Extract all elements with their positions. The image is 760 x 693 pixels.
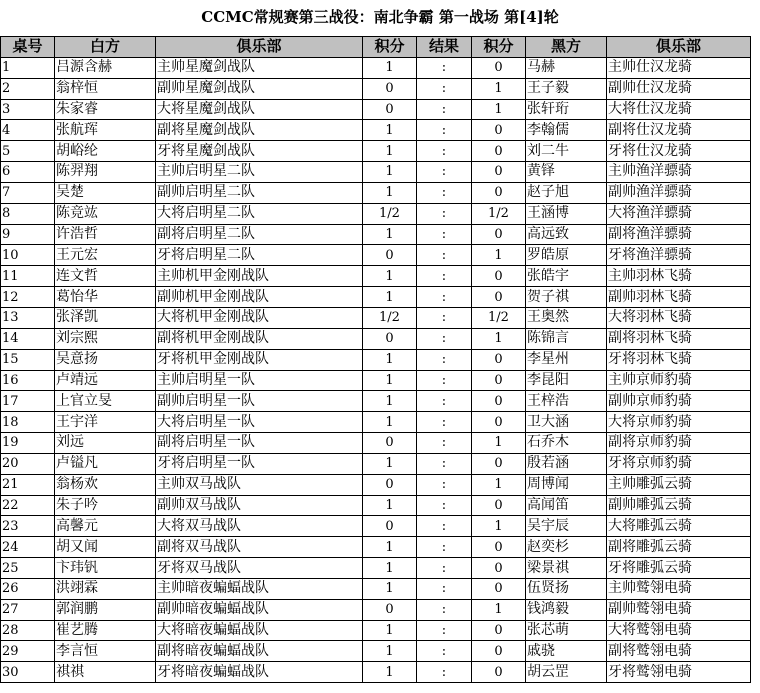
white-points: 1 [363, 495, 417, 516]
result-separator: : [417, 578, 472, 599]
black-player: 卫大涵 [526, 412, 607, 433]
white-player: 张航珲 [55, 120, 156, 141]
black-player: 周博闻 [526, 474, 607, 495]
board-number: 9 [1, 224, 55, 245]
board-number: 14 [1, 328, 55, 349]
black-club: 主帅鹫翎电骑 [607, 578, 751, 599]
white-points: 1 [363, 412, 417, 433]
table-row [1, 182, 751, 203]
table-row [1, 203, 751, 224]
table-row [1, 370, 751, 391]
black-club: 副帅鹫翎电骑 [607, 599, 751, 620]
table-row [1, 120, 751, 141]
white-club: 牙将启明星二队 [156, 245, 363, 266]
board-number: 21 [1, 474, 55, 495]
board-number: 27 [1, 599, 55, 620]
table-row [1, 641, 751, 662]
white-club: 副将双马战队 [156, 537, 363, 558]
white-club: 副帅双马战队 [156, 495, 363, 516]
white-points: 0 [363, 328, 417, 349]
header-black-points: 积分 [472, 37, 526, 58]
black-points: 0 [472, 224, 526, 245]
result-separator: : [417, 349, 472, 370]
board-number: 1 [1, 57, 55, 78]
table-row [1, 412, 751, 433]
white-points: 0 [363, 474, 417, 495]
black-player: 石乔木 [526, 433, 607, 454]
table-row [1, 328, 751, 349]
white-club: 副将启明星二队 [156, 224, 363, 245]
white-club: 大将启明星二队 [156, 203, 363, 224]
white-points: 1 [363, 57, 417, 78]
white-club: 副将暗夜蝙蝠战队 [156, 641, 363, 662]
result-separator: : [417, 307, 472, 328]
board-number: 2 [1, 78, 55, 99]
black-club: 副将渔洋骠骑 [607, 224, 751, 245]
white-club: 主帅暗夜蝙蝠战队 [156, 578, 363, 599]
table-row [1, 266, 751, 287]
table-row [1, 141, 751, 162]
board-number: 24 [1, 537, 55, 558]
board-number: 25 [1, 558, 55, 579]
white-club: 主帅启明星二队 [156, 162, 363, 183]
table-row [1, 162, 751, 183]
board-number: 17 [1, 391, 55, 412]
black-player: 王子毅 [526, 78, 607, 99]
black-points: 1 [472, 99, 526, 120]
black-points: 1 [472, 474, 526, 495]
black-player: 王梓浩 [526, 391, 607, 412]
white-points: 1 [363, 537, 417, 558]
header-white: 白方 [55, 37, 156, 58]
white-points: 1 [363, 620, 417, 641]
white-player: 朱家睿 [55, 99, 156, 120]
white-points: 1 [363, 182, 417, 203]
black-player: 张皓宇 [526, 266, 607, 287]
black-club: 大将京师豹骑 [607, 412, 751, 433]
result-separator: : [417, 182, 472, 203]
white-club: 大将启明星一队 [156, 412, 363, 433]
black-club: 主帅羽林飞骑 [607, 266, 751, 287]
table-row [1, 474, 751, 495]
black-player: 殷若涵 [526, 453, 607, 474]
black-points: 0 [472, 182, 526, 203]
black-points: 1 [472, 78, 526, 99]
white-club: 副帅暗夜蝙蝠战队 [156, 599, 363, 620]
result-separator: : [417, 78, 472, 99]
white-points: 1 [363, 287, 417, 308]
black-player: 李昆阳 [526, 370, 607, 391]
black-club: 副将仕汉龙骑 [607, 120, 751, 141]
result-separator: : [417, 641, 472, 662]
black-player: 戚骁 [526, 641, 607, 662]
white-club: 副将机甲金刚战队 [156, 328, 363, 349]
black-player: 张芯萌 [526, 620, 607, 641]
result-separator: : [417, 370, 472, 391]
black-points: 1/2 [472, 307, 526, 328]
board-number: 20 [1, 453, 55, 474]
white-points: 1 [363, 453, 417, 474]
board-number: 19 [1, 433, 55, 454]
white-player: 张泽凯 [55, 307, 156, 328]
white-points: 0 [363, 433, 417, 454]
table-row [1, 287, 751, 308]
board-number: 28 [1, 620, 55, 641]
board-number: 7 [1, 182, 55, 203]
black-club: 副帅仕汉龙骑 [607, 78, 751, 99]
black-player: 王奥然 [526, 307, 607, 328]
black-club: 副将雕弧云骑 [607, 537, 751, 558]
white-player: 吴意扬 [55, 349, 156, 370]
result-separator: : [417, 620, 472, 641]
white-points: 1 [363, 141, 417, 162]
white-player: 李言恒 [55, 641, 156, 662]
white-club: 副帅启明星一队 [156, 391, 363, 412]
table-row [1, 307, 751, 328]
white-points: 0 [363, 99, 417, 120]
header-white-points: 积分 [363, 37, 417, 58]
board-number: 15 [1, 349, 55, 370]
white-club: 牙将双马战队 [156, 558, 363, 579]
black-player: 刘二牛 [526, 141, 607, 162]
table-row [1, 453, 751, 474]
result-separator: : [417, 599, 472, 620]
board-number: 3 [1, 99, 55, 120]
black-club: 主帅雕弧云骑 [607, 474, 751, 495]
black-points: 0 [472, 453, 526, 474]
white-points: 1 [363, 266, 417, 287]
white-player: 王元宏 [55, 245, 156, 266]
table-row [1, 620, 751, 641]
header-board: 桌号 [1, 37, 55, 58]
black-club: 主帅仕汉龙骑 [607, 57, 751, 78]
result-separator: : [417, 287, 472, 308]
white-club: 副将启明星一队 [156, 433, 363, 454]
black-player: 王涵博 [526, 203, 607, 224]
white-player: 陈竞竑 [55, 203, 156, 224]
black-points: 0 [472, 162, 526, 183]
white-player: 翁杨欢 [55, 474, 156, 495]
black-points: 0 [472, 57, 526, 78]
white-points: 1/2 [363, 203, 417, 224]
header-black: 黑方 [526, 37, 607, 58]
result-separator: : [417, 391, 472, 412]
table-row [1, 99, 751, 120]
black-points: 0 [472, 558, 526, 579]
black-points: 0 [472, 120, 526, 141]
white-player: 刘远 [55, 433, 156, 454]
black-points: 1/2 [472, 203, 526, 224]
white-club: 主帅星魔剑战队 [156, 57, 363, 78]
white-club: 副帅启明星二队 [156, 182, 363, 203]
board-number: 30 [1, 662, 55, 683]
black-club: 副将羽林飞骑 [607, 328, 751, 349]
board-number: 5 [1, 141, 55, 162]
table-row [1, 245, 751, 266]
result-separator: : [417, 328, 472, 349]
black-club: 大将雕弧云骑 [607, 516, 751, 537]
black-player: 钱鸿毅 [526, 599, 607, 620]
black-player: 李翰儒 [526, 120, 607, 141]
black-club: 牙将羽林飞骑 [607, 349, 751, 370]
result-separator: : [417, 474, 472, 495]
table-row [1, 495, 751, 516]
black-player: 李星州 [526, 349, 607, 370]
black-points: 0 [472, 537, 526, 558]
result-separator: : [417, 266, 472, 287]
white-player: 祺祺 [55, 662, 156, 683]
white-player: 连文哲 [55, 266, 156, 287]
white-club: 副将星魔剑战队 [156, 120, 363, 141]
table-row [1, 516, 751, 537]
table-row [1, 224, 751, 245]
black-club: 牙将雕弧云骑 [607, 558, 751, 579]
white-club: 牙将星魔剑战队 [156, 141, 363, 162]
white-points: 1 [363, 391, 417, 412]
white-points: 0 [363, 516, 417, 537]
board-number: 29 [1, 641, 55, 662]
table-row [1, 78, 751, 99]
board-number: 13 [1, 307, 55, 328]
black-club: 主帅渔洋骠骑 [607, 162, 751, 183]
white-club: 大将机甲金刚战队 [156, 307, 363, 328]
result-separator: : [417, 57, 472, 78]
table-row [1, 537, 751, 558]
white-club: 大将双马战队 [156, 516, 363, 537]
white-points: 1 [363, 120, 417, 141]
board-number: 22 [1, 495, 55, 516]
white-player: 高馨元 [55, 516, 156, 537]
result-separator: : [417, 433, 472, 454]
white-player: 洪翊霖 [55, 578, 156, 599]
black-club: 牙将仕汉龙骑 [607, 141, 751, 162]
result-separator: : [417, 495, 472, 516]
result-separator: : [417, 537, 472, 558]
black-club: 大将鹫翎电骑 [607, 620, 751, 641]
page-title: CCMC常规赛第三战役：南北争霸 第一战场 第[4]轮 [201, 8, 559, 26]
board-number: 10 [1, 245, 55, 266]
board-number: 23 [1, 516, 55, 537]
black-player: 伍贤扬 [526, 578, 607, 599]
black-club: 大将渔洋骠骑 [607, 203, 751, 224]
black-points: 0 [472, 620, 526, 641]
black-player: 梁景祺 [526, 558, 607, 579]
white-player: 郭润鹏 [55, 599, 156, 620]
black-club: 大将羽林飞骑 [607, 307, 751, 328]
white-points: 0 [363, 599, 417, 620]
white-club: 副帅星魔剑战队 [156, 78, 363, 99]
black-points: 0 [472, 412, 526, 433]
white-player: 胡峪纶 [55, 141, 156, 162]
result-separator: : [417, 99, 472, 120]
white-player: 卞玮钒 [55, 558, 156, 579]
result-separator: : [417, 203, 472, 224]
board-number: 4 [1, 120, 55, 141]
result-separator: : [417, 558, 472, 579]
black-points: 0 [472, 141, 526, 162]
black-points: 0 [472, 287, 526, 308]
table-row [1, 57, 751, 78]
table-row [1, 391, 751, 412]
black-player: 高闻笛 [526, 495, 607, 516]
black-club: 副将鹫翎电骑 [607, 641, 751, 662]
white-player: 吴楚 [55, 182, 156, 203]
black-player: 马赫 [526, 57, 607, 78]
black-points: 0 [472, 266, 526, 287]
result-separator: : [417, 453, 472, 474]
white-club: 副帅机甲金刚战队 [156, 287, 363, 308]
black-player: 黄铎 [526, 162, 607, 183]
result-separator: : [417, 162, 472, 183]
black-club: 副将京师豹骑 [607, 433, 751, 454]
black-points: 0 [472, 662, 526, 683]
header-white-club: 俱乐部 [156, 37, 363, 58]
table-row [1, 349, 751, 370]
black-points: 1 [472, 599, 526, 620]
black-club: 牙将京师豹骑 [607, 453, 751, 474]
black-club: 副帅羽林飞骑 [607, 287, 751, 308]
white-club: 主帅双马战队 [156, 474, 363, 495]
white-club: 大将星魔剑战队 [156, 99, 363, 120]
black-player: 赵奕杉 [526, 537, 607, 558]
white-player: 许浩哲 [55, 224, 156, 245]
table-header-row [1, 37, 751, 58]
black-points: 0 [472, 495, 526, 516]
white-player: 陈羿翔 [55, 162, 156, 183]
result-separator: : [417, 516, 472, 537]
white-player: 刘宗熙 [55, 328, 156, 349]
black-points: 0 [472, 641, 526, 662]
white-points: 1/2 [363, 307, 417, 328]
white-points: 1 [363, 578, 417, 599]
white-player: 卢镒凡 [55, 453, 156, 474]
black-player: 贺子祺 [526, 287, 607, 308]
table-row [1, 599, 751, 620]
black-points: 1 [472, 516, 526, 537]
table-row [1, 558, 751, 579]
white-club: 主帅启明星一队 [156, 370, 363, 391]
white-points: 1 [363, 224, 417, 245]
black-points: 1 [472, 245, 526, 266]
result-separator: : [417, 245, 472, 266]
board-number: 6 [1, 162, 55, 183]
black-club: 主帅京师豹骑 [607, 370, 751, 391]
board-number: 12 [1, 287, 55, 308]
result-separator: : [417, 141, 472, 162]
white-points: 1 [363, 162, 417, 183]
black-points: 1 [472, 328, 526, 349]
result-separator: : [417, 412, 472, 433]
table-row [1, 662, 751, 683]
white-player: 吕源含赫 [55, 57, 156, 78]
white-player: 上官立旻 [55, 391, 156, 412]
result-separator: : [417, 224, 472, 245]
white-points: 0 [363, 78, 417, 99]
black-points: 0 [472, 370, 526, 391]
black-player: 胡云罡 [526, 662, 607, 683]
header-result: 结果 [417, 37, 472, 58]
board-number: 8 [1, 203, 55, 224]
black-player: 高远致 [526, 224, 607, 245]
header-black-club: 俱乐部 [607, 37, 751, 58]
board-number: 16 [1, 370, 55, 391]
white-player: 王宇洋 [55, 412, 156, 433]
black-club: 副帅渔洋骠骑 [607, 182, 751, 203]
black-points: 0 [472, 391, 526, 412]
white-points: 1 [363, 349, 417, 370]
white-club: 大将暗夜蝙蝠战队 [156, 620, 363, 641]
white-club: 牙将机甲金刚战队 [156, 349, 363, 370]
table-row [1, 578, 751, 599]
white-points: 1 [363, 370, 417, 391]
white-player: 朱子吟 [55, 495, 156, 516]
white-club: 牙将暗夜蝙蝠战队 [156, 662, 363, 683]
white-player: 胡又闻 [55, 537, 156, 558]
board-number: 11 [1, 266, 55, 287]
white-player: 崔艺腾 [55, 620, 156, 641]
white-points: 1 [363, 662, 417, 683]
result-separator: : [417, 120, 472, 141]
white-player: 翁梓恒 [55, 78, 156, 99]
black-club: 牙将鹫翎电骑 [607, 662, 751, 683]
white-player: 葛怡华 [55, 287, 156, 308]
black-player: 陈锦言 [526, 328, 607, 349]
black-club: 副帅雕弧云骑 [607, 495, 751, 516]
white-club: 牙将启明星一队 [156, 453, 363, 474]
table-row [1, 433, 751, 454]
white-points: 1 [363, 558, 417, 579]
white-player: 卢靖远 [55, 370, 156, 391]
black-player: 张轩珩 [526, 99, 607, 120]
black-points: 0 [472, 349, 526, 370]
black-club: 牙将渔洋骠骑 [607, 245, 751, 266]
white-points: 1 [363, 641, 417, 662]
board-number: 26 [1, 578, 55, 599]
black-club: 大将仕汉龙骑 [607, 99, 751, 120]
black-player: 罗皓原 [526, 245, 607, 266]
black-points: 1 [472, 433, 526, 454]
black-club: 副帅京师豹骑 [607, 391, 751, 412]
white-points: 0 [363, 245, 417, 266]
pairings-table [0, 36, 751, 683]
black-player: 赵子旭 [526, 182, 607, 203]
black-player: 吴宇辰 [526, 516, 607, 537]
black-points: 0 [472, 578, 526, 599]
board-number: 18 [1, 412, 55, 433]
result-separator: : [417, 662, 472, 683]
white-club: 主帅机甲金刚战队 [156, 266, 363, 287]
